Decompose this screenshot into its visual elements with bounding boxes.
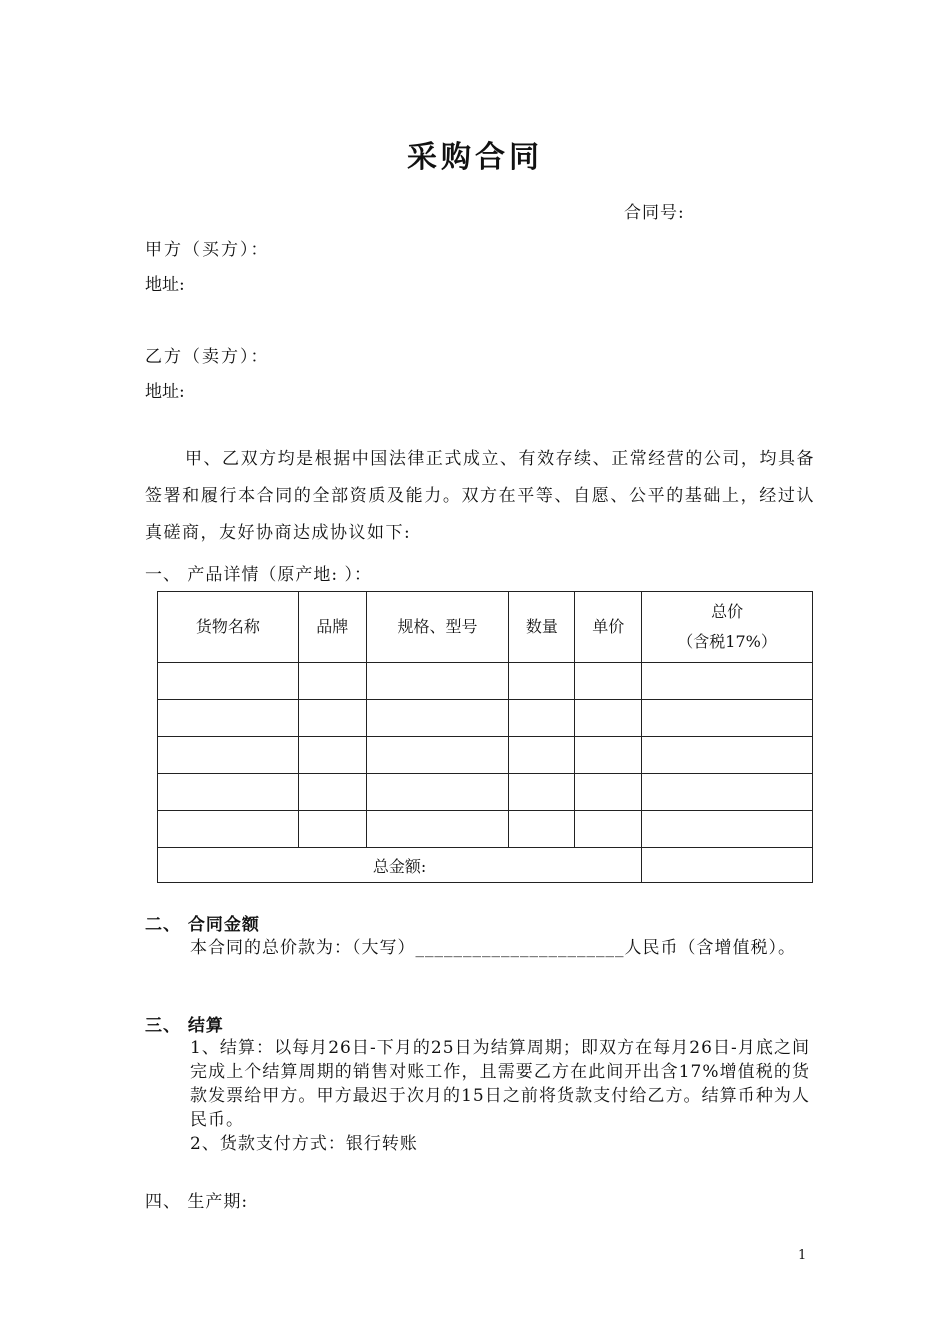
table-cell[interactable] bbox=[158, 737, 299, 774]
intro-paragraph bbox=[145, 441, 815, 552]
section-2-body bbox=[190, 936, 810, 960]
contract-number-label: 合同号: bbox=[624, 203, 685, 223]
section-2-text: 本合同的总价款为：（大写）______________________人民币（含增值税）。 bbox=[190, 938, 796, 958]
table-cell[interactable] bbox=[642, 663, 813, 700]
section-2-heading: 二、 合同金额 bbox=[145, 915, 260, 935]
table-cell[interactable] bbox=[575, 663, 642, 700]
total-price-subheader: （含税17%） bbox=[677, 632, 777, 651]
table-cell[interactable] bbox=[575, 811, 642, 848]
header-cell: 规格、型号 bbox=[366, 592, 509, 663]
table-cell[interactable] bbox=[509, 811, 575, 848]
section-1-heading: 一、 产品详情（原产地: ）： bbox=[145, 565, 373, 585]
table-cell[interactable] bbox=[366, 663, 509, 700]
header-cell: 品牌 bbox=[298, 592, 366, 663]
table-cell[interactable] bbox=[366, 700, 509, 737]
table-cell[interactable] bbox=[509, 663, 575, 700]
product-table bbox=[157, 591, 813, 883]
table-cell[interactable] bbox=[158, 700, 299, 737]
party-a-address-label: 地址: bbox=[145, 275, 185, 295]
total-amount-value[interactable] bbox=[642, 848, 813, 883]
table-cell[interactable] bbox=[575, 737, 642, 774]
total-price-header: 总价 bbox=[711, 602, 744, 621]
header-cell: 单价 bbox=[575, 592, 642, 663]
table-row bbox=[158, 737, 813, 774]
table-cell[interactable] bbox=[298, 811, 366, 848]
table-cell[interactable] bbox=[158, 774, 299, 811]
table-cell[interactable] bbox=[509, 774, 575, 811]
table-cell[interactable] bbox=[509, 737, 575, 774]
table-cell[interactable] bbox=[642, 700, 813, 737]
table-row bbox=[158, 774, 813, 811]
table-cell[interactable] bbox=[366, 774, 509, 811]
table-cell[interactable] bbox=[298, 737, 366, 774]
table-cell[interactable] bbox=[642, 774, 813, 811]
table-total-row bbox=[158, 848, 813, 883]
section-4-heading: 四、 生产期: bbox=[145, 1192, 249, 1212]
header-cell: 货物名称 bbox=[158, 592, 299, 663]
table-cell[interactable] bbox=[509, 700, 575, 737]
party-a-label: 甲方（买方）： bbox=[145, 240, 270, 260]
section-3-body bbox=[190, 1036, 810, 1156]
table-cell[interactable] bbox=[575, 700, 642, 737]
table-cell[interactable] bbox=[298, 774, 366, 811]
party-b-label: 乙方（卖方）： bbox=[145, 347, 270, 367]
table-cell[interactable] bbox=[366, 737, 509, 774]
section-3-item-2: 2、货款支付方式：银行转账 bbox=[190, 1134, 418, 1154]
table-header-row bbox=[158, 592, 813, 663]
header-cell: 数量 bbox=[509, 592, 575, 663]
table-cell[interactable] bbox=[642, 811, 813, 848]
document-title: 采购合同 bbox=[407, 140, 543, 175]
table-cell[interactable] bbox=[158, 811, 299, 848]
table-cell[interactable] bbox=[298, 663, 366, 700]
header-cell-total-price bbox=[642, 592, 813, 663]
table-row bbox=[158, 700, 813, 737]
table-cell[interactable] bbox=[158, 663, 299, 700]
table-cell[interactable] bbox=[575, 774, 642, 811]
party-b-address-label: 地址: bbox=[145, 382, 185, 402]
intro-text: 甲、乙双方均是根据中国法律正式成立、有效存续、正常经营的公司，均具备签署和履行本合同的全部资质及能力。双方在平等、自愿、公平的基础上，经过认真磋商，友好协商达成协议如下: bbox=[145, 449, 815, 543]
table-cell[interactable] bbox=[298, 700, 366, 737]
table-cell[interactable] bbox=[366, 811, 509, 848]
page-number: 1 bbox=[798, 1248, 807, 1263]
total-amount-label: 总金额: bbox=[158, 848, 642, 883]
table-row bbox=[158, 663, 813, 700]
section-3-item-1: 1、结算：以每月26日-下月的25日为结算周期；即双方在每月26日-月底之间完成上个结算周期的销售对账工作，且需要乙方在此间开出含17%增值税的货款发票给甲方。甲方最迟于次月的15日之前将货款支付给乙方。结算币种为人民币。 bbox=[190, 1038, 810, 1130]
section-3-heading: 三、 结算 bbox=[145, 1016, 224, 1036]
table-cell[interactable] bbox=[642, 737, 813, 774]
table-row bbox=[158, 811, 813, 848]
